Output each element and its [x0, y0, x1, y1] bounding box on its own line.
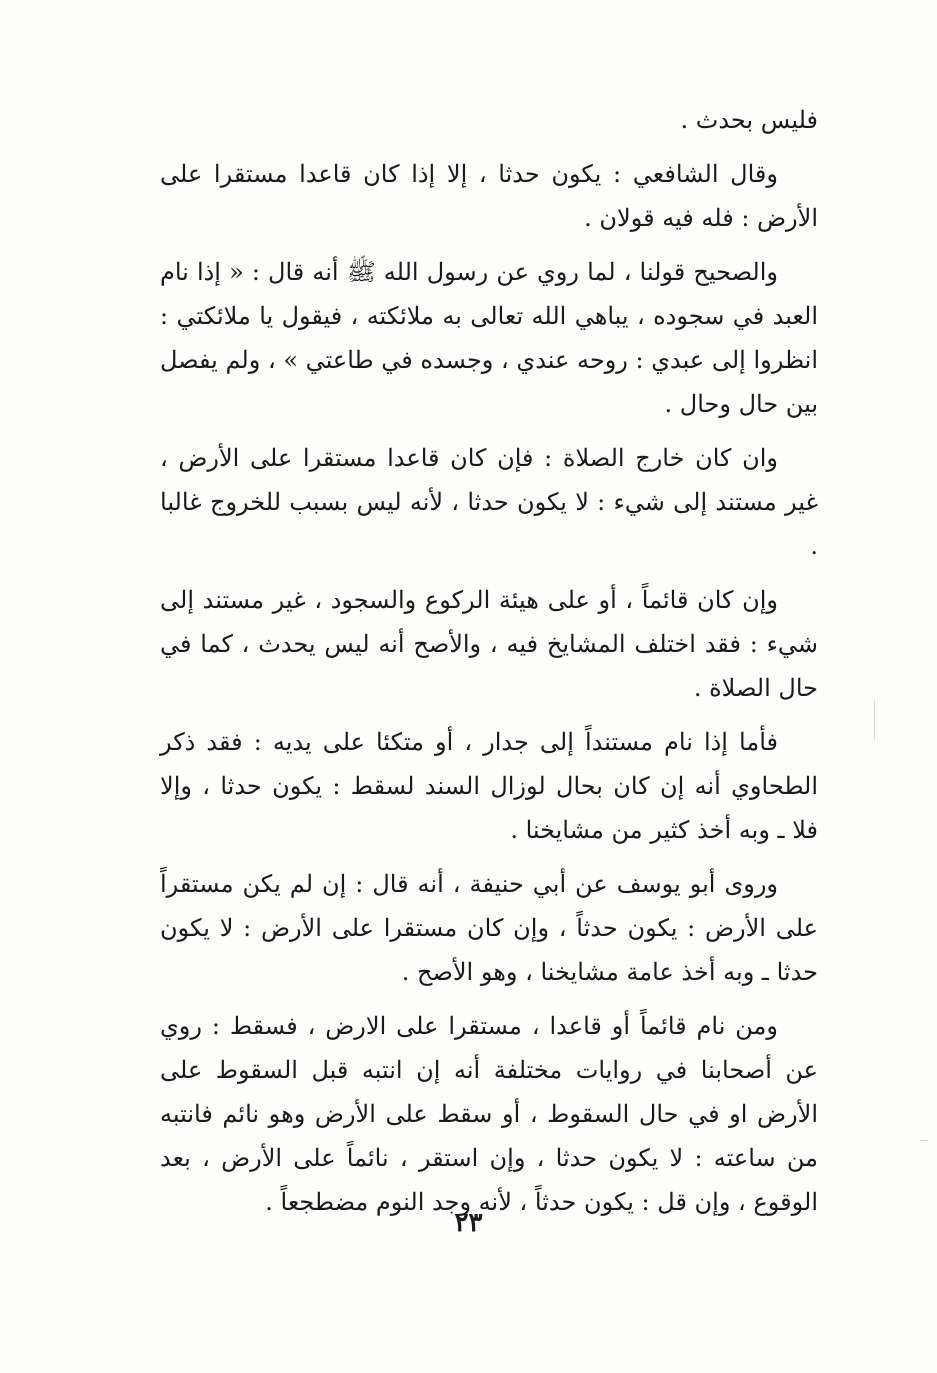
paragraph-7: وروى أبو يوسف عن أبي حنيفة ، أنه قال : إن لم يكن مستقراً على الأرض : يكون حدثاً ، وإن كان مستقرا على الأرض : لا يكون حدثا ـ وبه أخذ عامة مشايخنا ، وهو الأصح . — [160, 870, 818, 986]
paragraph-6: فأما إذا نام مستنداً إلى جدار ، أو متكئا على يديه : فقد ذكر الطحاوي أنه إن كان بحال لوزال السند لسقط : يكون حدثا ، وإلا فلا ـ وبه أخذ كثير من مشايخنا . — [160, 728, 818, 844]
scan-mark — [920, 1140, 928, 1141]
body-text — [160, 98, 818, 1224]
paragraph-5: وإن كان قائماً ، أو على هيئة الركوع والسجود ، غير مستند إلى شيء : فقد اختلف المشايخ فيه ، والأصح أنه ليس يحدث ، كما في حال الصلاة . — [160, 586, 818, 702]
scan-mark — [874, 700, 875, 740]
paragraph-2: وقال الشافعي : يكون حدثا ، إلا إذا كان قاعدا مستقرا على الأرض : فله فيه قولان . — [160, 160, 818, 232]
page-number: ٢٣ — [454, 1208, 483, 1238]
paragraph-4: وان كان خارج الصلاة : فإن كان قاعدا مستقرا على الأرض ، غير مستند إلى شيء : لا يكون حدثا ، لأنه ليس بسبب للخروج غالبا . — [160, 444, 818, 560]
paragraph-8: ومن نام قائماً أو قاعدا ، مستقرا على الارض ، فسقط : روي عن أصحابنا في روايات مختلفة أنه إن انتبه قبل السقوط على الأرض او في حال السقوط ، أو سقط على الأرض وهو نائم فانتبه من ساعته : لا يكون حدثا ، وإن استقر ، نائماً على الأرض ، بعد الوقوع ، وإن قل : يكون حدثاً ، لأنه وجد النوم مضطجعاً . — [160, 1012, 818, 1216]
paragraph-3: والصحيح قولنا ، لما روي عن رسول الله ﷺ أنه قال : « إذا نام العبد في سجوده ، يباهي الله تعالى به ملائكته ، فيقول يا ملائكتي : انظروا إلى عبدي : روحه عندي ، وجسده في طاعتي » ، ولم يفصل بين حال وحال . — [160, 258, 818, 418]
paragraph-1: فليس بحدث . — [680, 106, 818, 134]
